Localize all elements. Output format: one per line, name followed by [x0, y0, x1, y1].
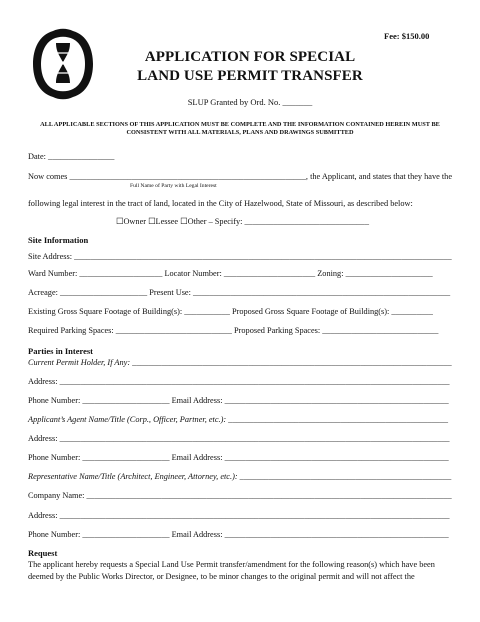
agent-phone-email-fields[interactable]: Phone Number: _____________________ Email Address: ______________________________________________________ [28, 453, 449, 462]
agent-address-field[interactable]: Address: ______________________________________________________________________________________________ [28, 434, 450, 443]
request-heading: Request [28, 548, 58, 558]
holder-address-field[interactable]: Address: ______________________________________________________________________________________________ [28, 377, 450, 386]
request-text-line1: The applicant hereby requests a Special Land Use Permit transfer/amendment for the following reason(s) which have been [28, 560, 435, 569]
applicant-name-field[interactable]: Now comes _________________________________________________________, the Applicant, and states that they have the [28, 172, 453, 181]
agent-name-label: Applicant’s Agent Name/Title (Corp., Officer, Partner, etc.): [28, 415, 227, 424]
current-permit-holder-field[interactable] [28, 358, 452, 367]
agent-name-blank[interactable]: _____________________________________________________ [226, 415, 449, 424]
company-name-field[interactable]: Company Name: ________________________________________________________________________________________ [28, 491, 452, 500]
representative-name-blank[interactable]: ___________________________________________________ [237, 472, 452, 481]
representative-name-label: Representative Name/Title (Architect, Engineer, Attorney, etc.): [28, 472, 238, 481]
representative-phone-email-fields[interactable]: Phone Number: _____________________ Email Address: ______________________________________________________ [28, 530, 449, 539]
legal-interest-text: following legal interest in the tract of land, located in the City of Hazelwood, State of Missouri, as described below: [28, 199, 413, 208]
date-field[interactable]: Date: ________________ [28, 152, 115, 161]
party-caption: Full Name of Party with Legal Interest [130, 183, 217, 189]
parties-in-interest-heading: Parties in Interest [28, 346, 93, 356]
site-information-heading: Site Information [28, 235, 89, 245]
ward-locator-zoning-fields[interactable]: Ward Number: ____________________ Locator Number: ______________________ Zoning: _____________________ [28, 269, 433, 278]
agent-name-field[interactable] [28, 415, 448, 424]
representative-address-field[interactable]: Address: ______________________________________________________________________________________________ [28, 511, 450, 520]
representative-name-field[interactable] [28, 472, 451, 481]
city-seal-icon [31, 27, 95, 101]
request-text-line2: deemed by the Public Works Director, or Designee, to be minor changes to the original permit and will not affect the [28, 572, 415, 581]
notice-line2: CONSISTENT WITH ALL MATERIALS, PLANS AND DRAWINGS SUBMITTED [126, 129, 354, 136]
notice-line1: ALL APPLICABLE SECTIONS OF THIS APPLICATION MUST BE COMPLETE AND THE INFORMATION CONTAINED HEREIN MUST BE [40, 121, 440, 128]
page-title-line1: APPLICATION FOR SPECIAL [144, 49, 356, 65]
acreage-present-use-fields[interactable]: Acreage: _____________________ Present Use: ______________________________________________________________ [28, 288, 451, 297]
holder-phone-email-fields[interactable]: Phone Number: _____________________ Email Address: ______________________________________________________ [28, 396, 449, 405]
current-permit-holder-label: Current Permit Holder, If Any: [28, 358, 131, 367]
parking-spaces-fields[interactable]: Required Parking Spaces: ____________________________ Proposed Parking Spaces: ____________________________ [28, 326, 439, 335]
current-permit-holder-blank[interactable]: _____________________________________________________________________________ [130, 358, 452, 367]
slup-ordinance-field[interactable]: SLUP Granted by Ord. No. _______ [187, 97, 313, 107]
site-address-field[interactable]: Site Address: ___________________________________________________________________________________________ [28, 252, 452, 261]
gross-square-footage-fields[interactable]: Existing Gross Square Footage of Building(s): ___________ Proposed Gross Square Footage of Building(s): __________ [28, 307, 433, 316]
fee-label: Fee: $150.00 [384, 31, 430, 41]
page-title-line2: LAND USE PERMIT TRANSFER [137, 68, 363, 84]
interest-options[interactable]: ☐Owner ☐Lessee ☐Other – Specify: ______________________________ [116, 217, 369, 226]
